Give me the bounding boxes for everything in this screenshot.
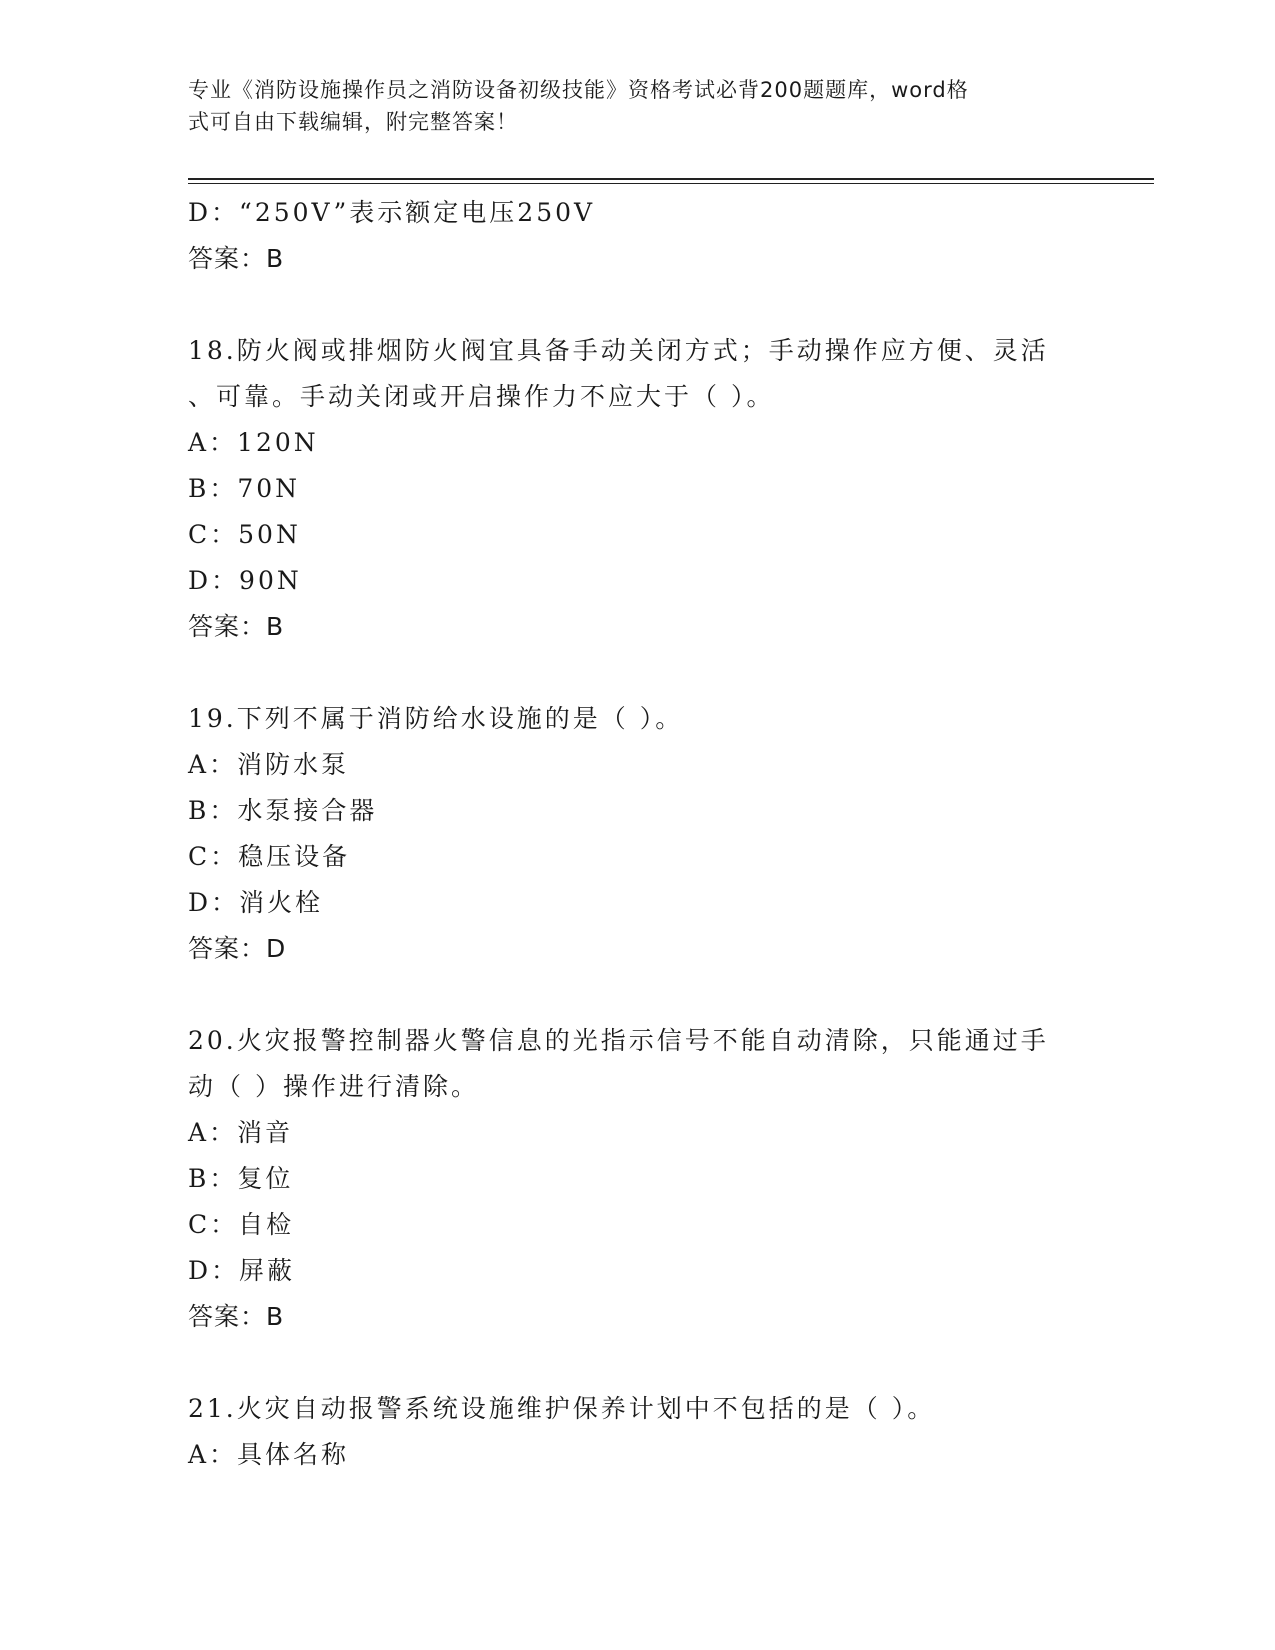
- spacer: [188, 650, 1088, 696]
- answer-line: 答案：D: [188, 934, 287, 963]
- answer-line: 答案：B: [188, 244, 285, 273]
- header-line-2: 式可自由下载编辑，附完整答案！: [188, 110, 518, 134]
- spacer: [188, 1340, 1088, 1386]
- option-c: C：自检: [188, 1210, 295, 1239]
- header-line-1: 专业《消防设施操作员之消防设备初级技能》资格考试必背200题题库，word格: [188, 78, 969, 102]
- question-stem: 19.下列不属于消防给水设施的是（ ）。: [188, 704, 684, 733]
- option-d: D：90N: [188, 566, 302, 595]
- answer-line: 答案：B: [188, 612, 285, 641]
- question-stem-continued: 、可靠。手动关闭或开启操作力不应大于（ ）。: [188, 382, 775, 411]
- question-stem: 21.火灾自动报警系统设施维护保养计划中不包括的是（ ）。: [188, 1394, 936, 1423]
- option-c: C：50N: [188, 520, 301, 549]
- header-divider-thin: [188, 183, 1154, 184]
- option-b: B：水泵接合器: [188, 796, 378, 825]
- option-d: D：屏蔽: [188, 1256, 296, 1285]
- option-a: A：消防水泵: [188, 750, 350, 779]
- option-a: A：消音: [188, 1118, 294, 1147]
- option-d: D：“250V”表示额定电压250V: [188, 198, 596, 227]
- spacer: [188, 282, 1088, 328]
- option-b: B：70N: [188, 474, 301, 503]
- answer-line: 答案：B: [188, 1302, 285, 1331]
- document-header: [188, 74, 1068, 138]
- option-b: B：复位: [188, 1164, 294, 1193]
- spacer: [188, 972, 1088, 1018]
- option-a: A：具体名称: [188, 1440, 350, 1469]
- option-a: A：120N: [188, 428, 319, 457]
- option-c: C：稳压设备: [188, 842, 351, 871]
- question-stem-continued: 动（ ）操作进行清除。: [188, 1072, 479, 1101]
- question-stem: 20.火灾报警控制器火警信息的光指示信号不能自动清除，只能通过手: [188, 1026, 1049, 1055]
- question-stem: 18.防火阀或排烟防火阀宜具备手动关闭方式；手动操作应方便、灵活: [188, 336, 1049, 365]
- header-divider-thick: [188, 178, 1154, 180]
- question-list: [188, 190, 1088, 1478]
- option-d: D：消火栓: [188, 888, 324, 917]
